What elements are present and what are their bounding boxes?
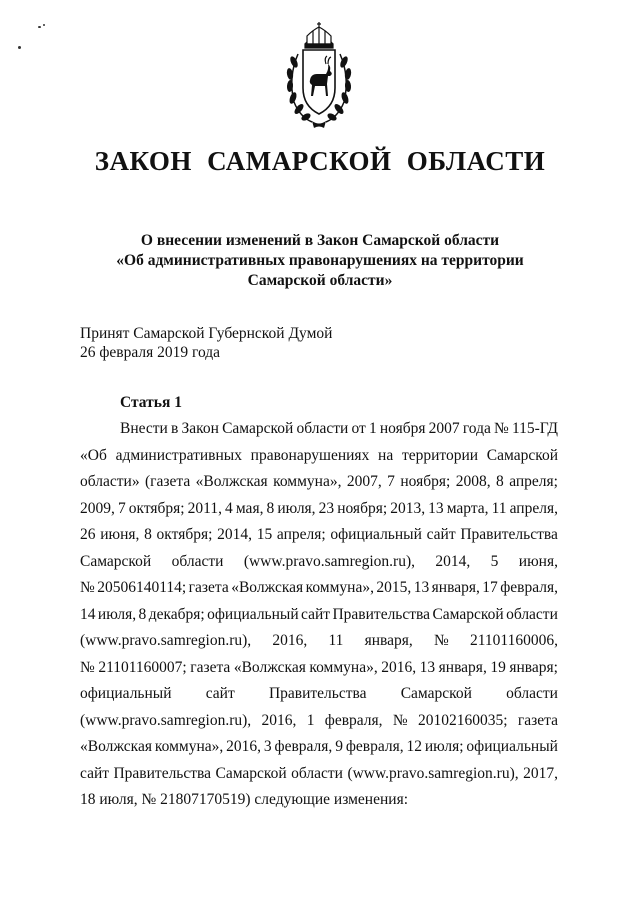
subtitle-line: О внесении изменений в Закон Самарской области bbox=[140, 232, 500, 249]
article-heading: Статья 1 bbox=[120, 394, 182, 411]
law-subtitle bbox=[100, 231, 540, 291]
crown-icon bbox=[305, 22, 333, 48]
body-line: официальный сайт Правительства Самарской области bbox=[80, 685, 558, 702]
subtitle-line: Самарской области» bbox=[247, 272, 393, 289]
law-title: ЗАКОН САМАРСКОЙ ОБЛАСТИ bbox=[94, 146, 546, 176]
body-line: № 21101160007; газета «Волжская коммуна», 2016, 13 января, 19 января; bbox=[80, 658, 558, 676]
body-line: «Волжская коммуна», 2016, 3 февраля, 9 февраля, 12 июля; официальный bbox=[80, 738, 558, 755]
adoption-note bbox=[80, 324, 332, 362]
body-line: 26 июня, 8 октября; 2014, 15 апреля; официальный сайт Правительства bbox=[80, 526, 558, 543]
body-line: 2009, 7 октября; 2011, 4 мая, 8 июля, 23 ноября; 2013, 13 марта, 11 апреля, bbox=[80, 499, 558, 517]
body-line: (www.pravo.samregion.ru), 2016, 11 января, № 21101160006, bbox=[80, 632, 558, 649]
body-line: 14 июля, 8 декабря; официальный сайт Правительства Самарской области bbox=[80, 605, 558, 623]
article-body bbox=[80, 416, 558, 814]
body-line: 18 июля, № 21807170519) следующие изменения: bbox=[80, 791, 409, 808]
adoption-line: Принят Самарской Губернской Думой bbox=[80, 325, 333, 342]
body-line: (www.pravo.samregion.ru), 2016, 1 февраля, № 20102160035; газета bbox=[80, 711, 558, 729]
scan-speck bbox=[18, 46, 21, 49]
body-line: «Об административных правонарушениях на территории Самарской bbox=[80, 446, 558, 464]
body-line: сайт Правительства Самарской области (www.pravo.samregion.ru), 2017, bbox=[80, 764, 558, 782]
scan-speck bbox=[38, 26, 41, 28]
body-line: № 20506140114; газета «Волжская коммуна», 2015, 13 января, 17 февраля, bbox=[80, 579, 558, 596]
body-line: Самарской области (www.pravo.samregion.ru), 2014, 5 июня, bbox=[80, 552, 558, 570]
subtitle-line: «Об административных правонарушениях на территории bbox=[116, 252, 524, 269]
body-line: Внести в Закон Самарской области от 1 ноября 2007 года № 115-ГД bbox=[120, 420, 558, 437]
adoption-date: 26 февраля 2019 года bbox=[80, 344, 221, 361]
coat-of-arms-emblem bbox=[280, 22, 358, 130]
scan-speck bbox=[43, 24, 45, 26]
body-line: области» (газета «Волжская коммуна», 2007, 7 ноября; 2008, 8 апреля; bbox=[80, 473, 558, 490]
ribbon-icon bbox=[312, 121, 326, 128]
